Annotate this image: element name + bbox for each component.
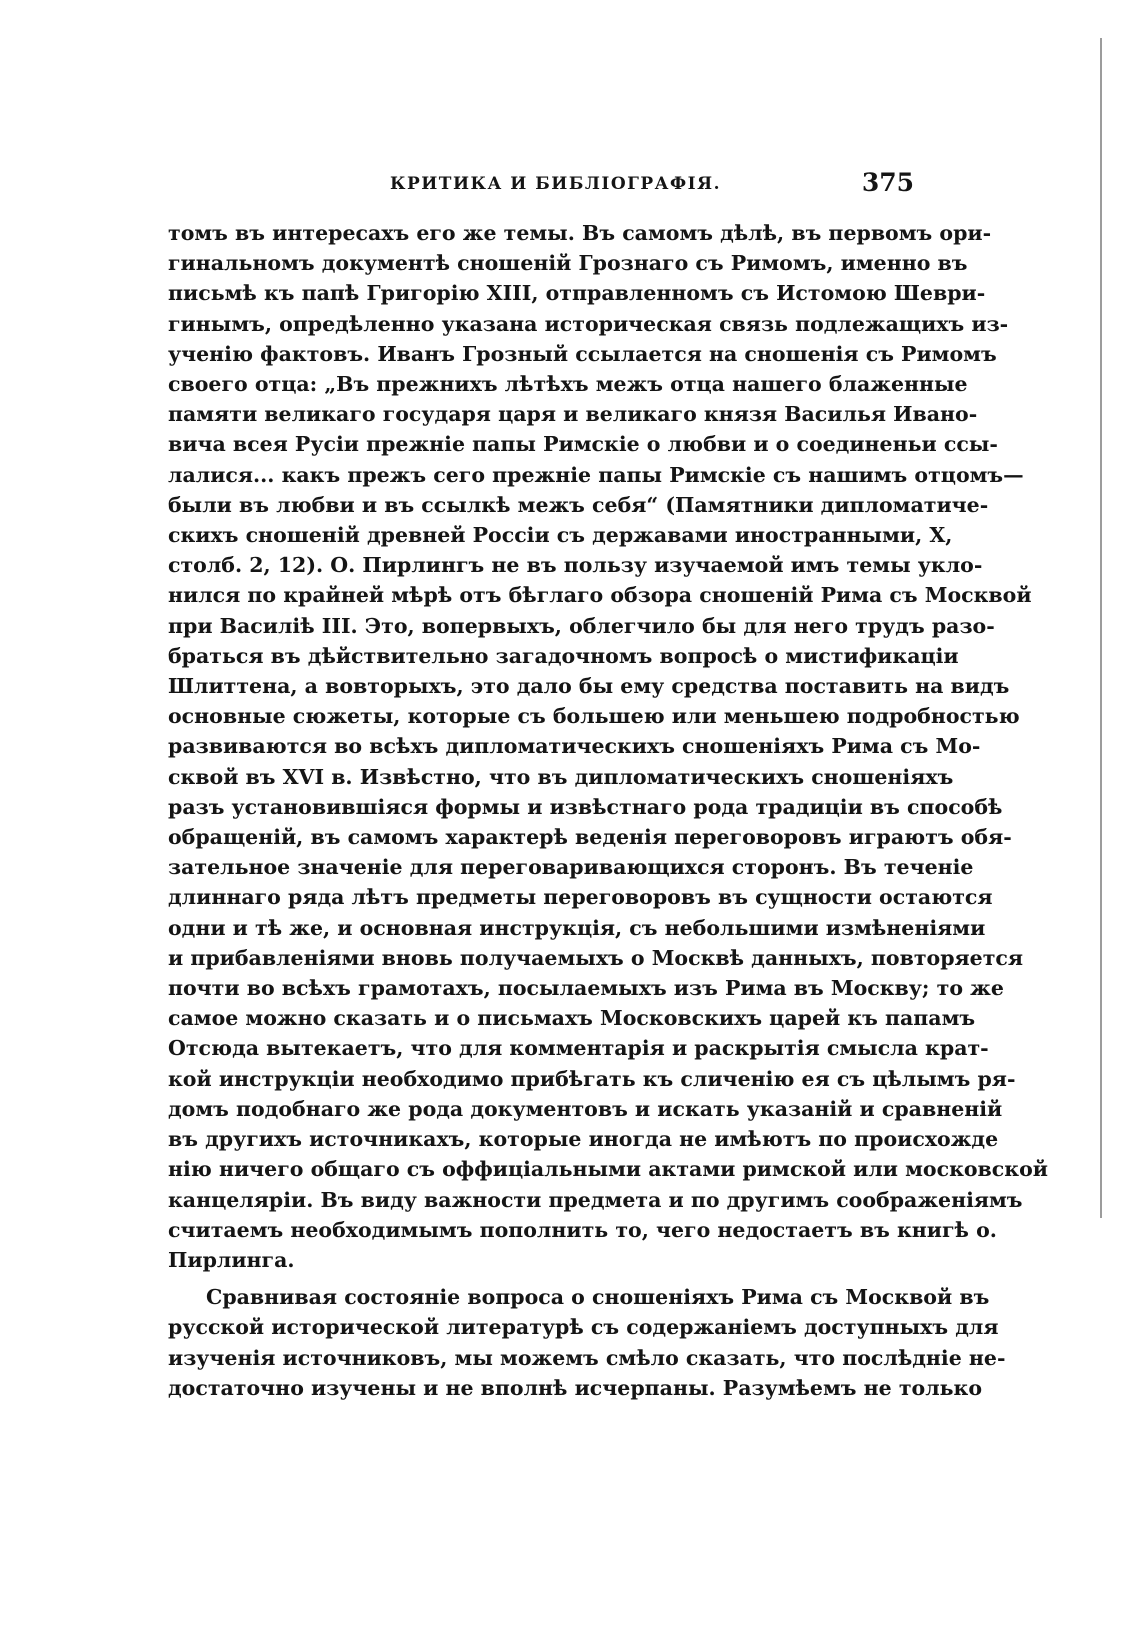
- text-line: развиваются во всѣхъ дипломатическихъ сношеніяхъ Рима съ Мо-: [168, 734, 981, 759]
- text-line: зательное значеніе для переговаривающихся сторонъ. Въ теченіе: [168, 855, 974, 880]
- text-line: памяти великаго государя царя и великаго князя Василья Ивано-: [168, 402, 978, 427]
- text-body: [168, 218, 1048, 1410]
- text-line: нился по крайней мѣрѣ отъ бѣглаго обзора сношеній Рима съ Москвой: [168, 583, 1032, 608]
- text-line: обращеній, въ самомъ характерѣ веденія переговоровъ играютъ обя-: [168, 825, 1012, 850]
- text-line: канцеляріи. Въ виду важности предмета и по другимъ соображеніямъ: [168, 1187, 1023, 1212]
- text-line: ученію фактовъ. Иванъ Грозный ссылается на сношенія съ Римомъ: [168, 341, 997, 366]
- text-line: скихъ сношеній древней Россіи съ державами иностранными, X,: [168, 523, 953, 548]
- text-line: гинымъ, опредѣленно указана историческая связь подлежащихъ из-: [168, 311, 1009, 336]
- text-line: своего отца: „Въ прежнихъ лѣтѣхъ межъ отца нашего блаженные: [168, 372, 968, 397]
- text-line: считаемъ необходимымъ пополнить то, чего недостаетъ въ книгѣ о.: [168, 1217, 997, 1242]
- running-head-title: КРИТИКА И БИБЛІОГРАФІЯ.: [390, 174, 721, 194]
- text-line: Пирлинга.: [168, 1247, 295, 1272]
- text-line: вича всея Русіи прежніе папы Римскіе о любви и о соединеньи ссы-: [168, 432, 998, 457]
- text-line: домъ подобнаго же рода документовъ и искать указаній и сравненій: [168, 1096, 1003, 1121]
- page-edge-line: [1100, 38, 1102, 1218]
- text-line: самое можно сказать и о письмахъ Московскихъ царей къ папамъ: [168, 1006, 976, 1031]
- text-line: лалися... какъ прежъ сего прежніе папы Римскіе съ нашимъ отцомъ—: [168, 462, 1024, 487]
- text-line: Сравнивая состояніе вопроса о сношеніяхъ Рима съ Москвой въ: [206, 1285, 990, 1310]
- text-line: при Василіѣ III. Это, вопервыхъ, облегчило бы для него трудъ разо-: [168, 613, 995, 638]
- running-head: [168, 168, 914, 208]
- text-line: кой инструкціи необходимо прибѣгать къ сличенію ея съ цѣлымъ ря-: [168, 1066, 1016, 1091]
- text-line: почти во всѣхъ грамотахъ, посылаемыхъ изъ Рима въ Москву; то же: [168, 976, 1004, 1001]
- text-line: были въ любви и въ ссылкѣ межъ себя“ (Памятники дипломатиче-: [168, 492, 989, 517]
- text-line: въ другихъ источникахъ, которые иногда не имѣютъ по происхожде: [168, 1127, 999, 1152]
- text-line: изученія источниковъ, мы можемъ смѣло сказать, что послѣдніе не-: [168, 1345, 1006, 1370]
- paragraph-1: [168, 218, 1048, 1275]
- text-line: основные сюжеты, которые съ большею или меньшею подробностью: [168, 704, 1020, 729]
- text-line: разъ установившіяся формы и извѣстнаго рода традиціи въ способѣ: [168, 794, 1003, 819]
- text-line: русской исторической литературѣ съ содержаніемъ доступныхъ для: [168, 1315, 999, 1340]
- text-line: Отсюда вытекаетъ, что для комментарія и раскрытія смысла крат-: [168, 1036, 989, 1061]
- text-line: Шлиттена, а вовторыхъ, это дало бы ему средства поставить на видъ: [168, 674, 1010, 699]
- text-line: браться въ дѣйствительно загадочномъ вопросѣ о мистификаціи: [168, 643, 959, 668]
- paragraph-2: [168, 1282, 1006, 1403]
- text-line: письмѣ къ папѣ Григорію XIII, отправленномъ съ Истомою Шеври-: [168, 281, 986, 306]
- text-line: одни и тѣ же, и основная инструкція, съ небольшими измѣненіями: [168, 915, 986, 940]
- text-line: нію ничего общаго съ оффиціальными актами римской или московской: [168, 1157, 1048, 1182]
- text-line: достаточно изучены и не вполнѣ исчерпаны. Разумѣемъ не только: [168, 1375, 983, 1400]
- text-line: и прибавленіями вновь получаемыхъ о Москвѣ данныхъ, повторяется: [168, 945, 1024, 970]
- text-line: гинальномъ документѣ сношеній Грознаго съ Римомъ, именно въ: [168, 251, 968, 276]
- text-line: столб. 2, 12). О. Пирлингъ не въ пользу изучаемой имъ темы укло-: [168, 553, 983, 578]
- text-line: длиннаго ряда лѣтъ предметы переговоровъ въ сущности остаются: [168, 885, 993, 910]
- page-number: 375: [861, 168, 914, 197]
- text-line: сквой въ XVI в. Извѣстно, что въ дипломатическихъ сношеніяхъ: [168, 764, 954, 789]
- text-line: томъ въ интересахъ его же темы. Въ самомъ дѣлѣ, въ первомъ ори-: [168, 221, 992, 245]
